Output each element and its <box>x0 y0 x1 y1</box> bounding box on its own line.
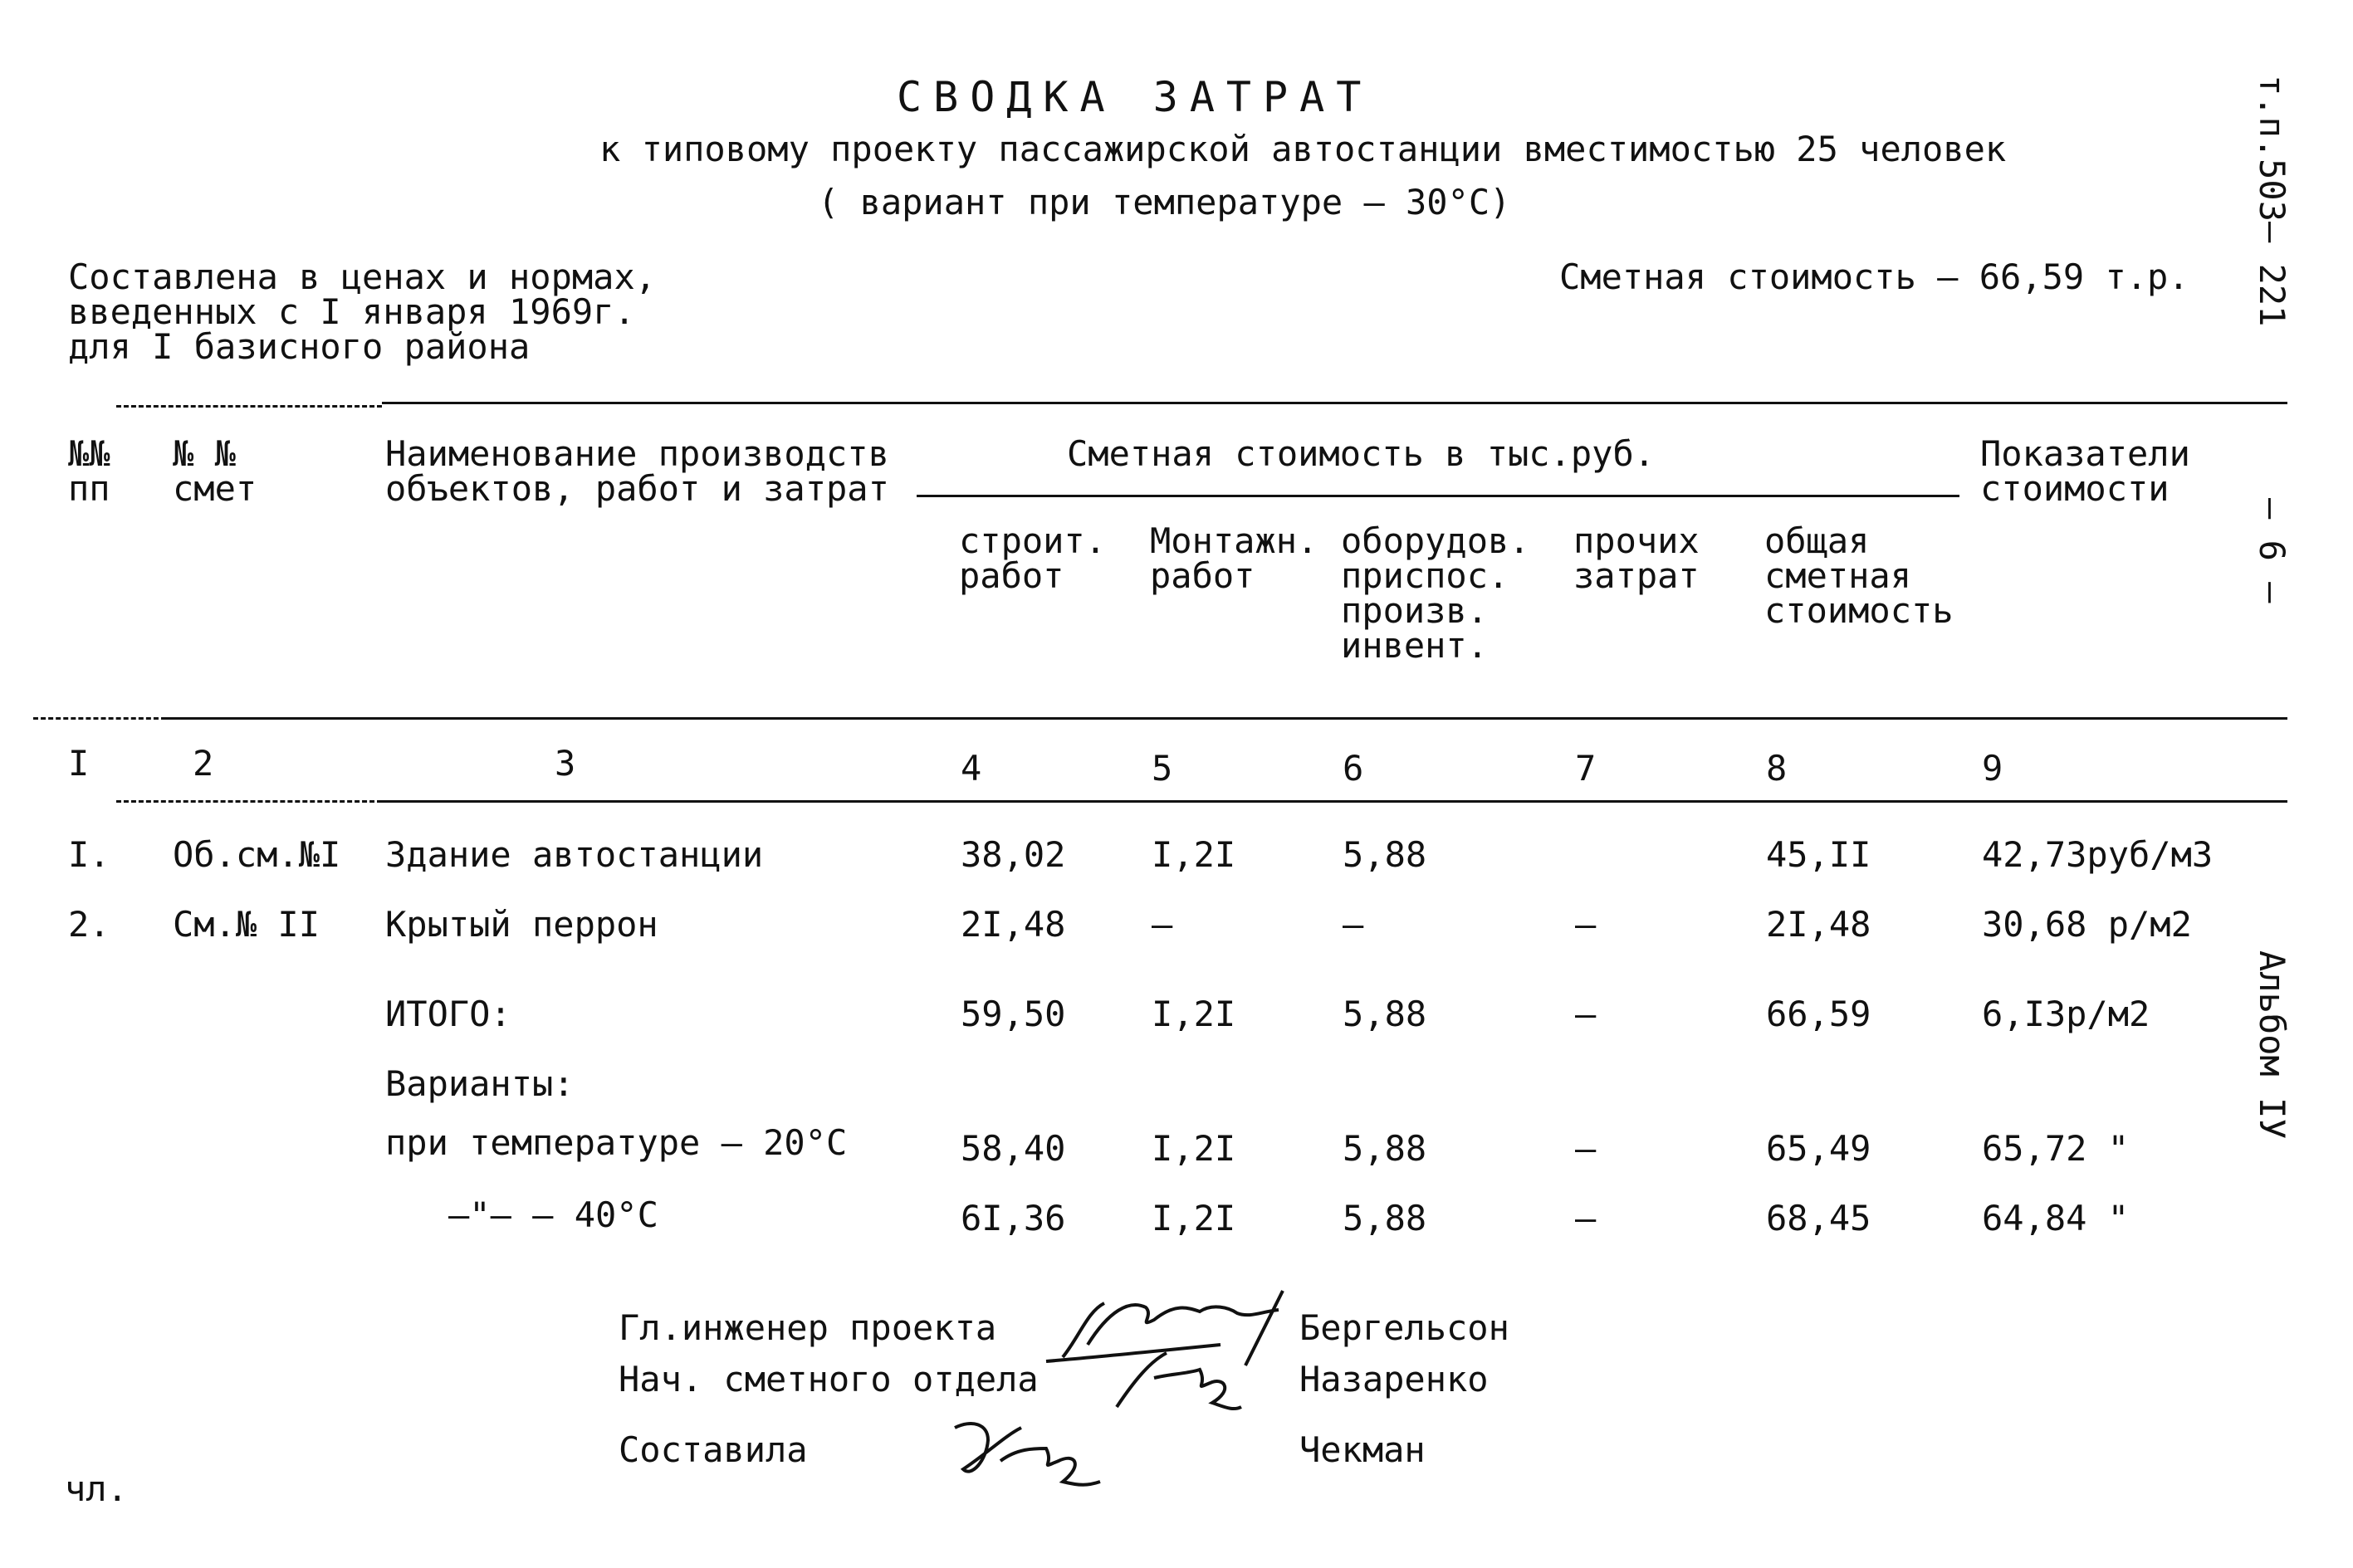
estimate-cost: Сметная стоимость – 66,59 т.р. <box>1559 256 2189 297</box>
header-bottom-rule <box>166 717 2287 720</box>
header-bottom-rule-left <box>33 717 166 720</box>
project-code: т.п.503– 221 <box>2252 75 2292 327</box>
variant40-name: –"– – 40°С <box>448 1194 658 1235</box>
signer2-role: Нач. сметного отдела <box>619 1359 1039 1399</box>
colnum-rule <box>382 800 2287 803</box>
col-number-8: 8 <box>1766 748 1788 789</box>
row2-name: Крытый перрон <box>385 904 658 945</box>
variant40-c4: 6I,36 <box>961 1198 1066 1238</box>
signature-3-icon <box>938 1403 1121 1494</box>
total-c5: I,2I <box>1152 994 1236 1034</box>
row2-c6: – <box>1343 904 1364 945</box>
total-c4: 59,50 <box>961 994 1066 1034</box>
row2-c5: – <box>1152 904 1173 945</box>
signer3-role: Составила <box>619 1429 808 1470</box>
signer3-name: Чекман <box>1299 1429 1426 1470</box>
header-col2-line2: смет <box>173 468 257 509</box>
header-group: Сметная стоимость в тыс.руб. <box>1067 433 1656 474</box>
total-label: ИТОГО: <box>385 994 511 1034</box>
row2-c4: 2I,48 <box>961 904 1066 945</box>
variant40-c8: 68,45 <box>1766 1198 1871 1238</box>
header-col6-line2: приспос. <box>1341 555 1509 596</box>
document-variant: ( вариант при температуре – 30°С) <box>818 182 1511 222</box>
header-col8-line1: общая <box>1764 520 1870 561</box>
header-col3-line2: объектов, работ и затрат <box>385 468 889 509</box>
variant40-c9: 64,84 " <box>1982 1198 2130 1238</box>
group-underline <box>917 495 1959 497</box>
header-col4-line2: работ <box>959 555 1064 596</box>
header-col6-line1: оборудов. <box>1341 520 1530 561</box>
table-top-rule-left <box>116 405 382 408</box>
variant40-c5: I,2I <box>1152 1198 1236 1238</box>
header-col9-line1: Показатели <box>1980 433 2190 474</box>
header-col5-line1: Монтажн. <box>1150 520 1318 561</box>
row2-smeta: См.№ II <box>173 904 320 945</box>
variant40-c6: 5,88 <box>1343 1198 1427 1238</box>
col-number-5: 5 <box>1152 748 1173 789</box>
total-c8: 66,59 <box>1766 994 1871 1034</box>
col-number-9: 9 <box>1982 748 2003 789</box>
document-subtitle: к типовому проекту пассажирской автостанции вместимостью 25 человек <box>599 129 2007 169</box>
signer1-role: Гл.инженер проекта <box>619 1307 997 1348</box>
row1-c4: 38,02 <box>961 834 1066 875</box>
header-col7-line1: прочих <box>1573 520 1700 561</box>
row1-c9: 42,73руб/м3 <box>1982 834 2214 875</box>
col-number-2: 2 <box>193 743 214 784</box>
header-col9-line2: стоимости <box>1980 468 2170 509</box>
row2-c8: 2I,48 <box>1766 904 1871 945</box>
row1-name: Здание автостанции <box>385 834 764 875</box>
total-c7: – <box>1575 994 1597 1034</box>
variant20-c4: 58,40 <box>961 1128 1066 1169</box>
signer2-name: Назаренко <box>1299 1359 1489 1399</box>
row1-c5: I,2I <box>1152 834 1236 875</box>
colnum-rule-left <box>116 800 382 803</box>
row2-number: 2. <box>68 904 110 945</box>
prices-line-1: Составлена в ценах и нормах, <box>68 256 657 297</box>
header-col8-line3: стоимость <box>1764 590 1954 631</box>
total-c6: 5,88 <box>1343 994 1427 1034</box>
header-col5-line2: работ <box>1150 555 1255 596</box>
header-col8-line2: сметная <box>1764 555 1912 596</box>
variants-label: Варианты: <box>385 1063 575 1104</box>
row2-c9: 30,68 р/м2 <box>1982 904 2192 945</box>
page-number: – 6 – <box>2252 498 2292 603</box>
header-col1-line2: пп <box>68 468 110 509</box>
signature-2-icon <box>1108 1341 1258 1415</box>
variant20-c9: 65,72 " <box>1982 1128 2130 1169</box>
header-col2-line1: № № <box>173 433 236 474</box>
col-number-7: 7 <box>1575 748 1597 789</box>
col-number-4: 4 <box>961 748 982 789</box>
row1-c8: 45,II <box>1766 834 1871 875</box>
table-top-rule <box>382 402 2287 404</box>
variant20-c8: 65,49 <box>1766 1128 1871 1169</box>
variant20-name: при температуре – 20°С <box>385 1122 848 1163</box>
header-col4-line1: строит. <box>959 520 1107 561</box>
header-col7-line2: затрат <box>1573 555 1700 596</box>
footer-mark: чл. <box>65 1468 128 1509</box>
row1-c6: 5,88 <box>1343 834 1427 875</box>
variant20-c5: I,2I <box>1152 1128 1236 1169</box>
total-c9: 6,I3р/м2 <box>1982 994 2150 1034</box>
prices-line-3: для I базисного района <box>68 326 531 367</box>
col-number-6: 6 <box>1343 748 1364 789</box>
row1-number: I. <box>68 834 110 875</box>
signer1-name: Бергельсон <box>1299 1307 1509 1348</box>
document-title: СВОДКА ЗАТРАТ <box>897 73 1373 121</box>
album-label: Альбом IУ <box>2252 950 2292 1140</box>
variant20-c6: 5,88 <box>1343 1128 1427 1169</box>
header-col6-line3: произв. <box>1341 590 1489 631</box>
col-number-3: 3 <box>555 743 576 784</box>
col-number-1: I <box>68 743 90 784</box>
prices-line-2: введенных с I января 1969г. <box>68 291 635 332</box>
variant40-c7: – <box>1575 1198 1597 1238</box>
header-col1-line1: №№ <box>68 433 110 474</box>
variant20-c7: – <box>1575 1128 1597 1169</box>
row1-smeta: Об.см.№I <box>173 834 341 875</box>
header-col3-line1: Наименование производств <box>385 433 889 474</box>
header-col6-line4: инвент. <box>1341 625 1489 666</box>
row2-c7: – <box>1575 904 1597 945</box>
